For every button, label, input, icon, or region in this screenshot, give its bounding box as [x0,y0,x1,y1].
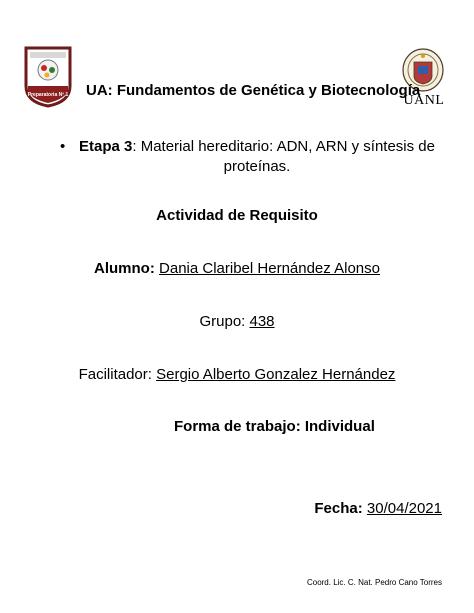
fecha-value: 30/04/2021 [366,500,442,517]
preparatoria-banner-text: Preparatoria Nº 1 [27,92,69,98]
grupo-value: 438 [249,313,275,330]
grupo-line [0,313,474,330]
alumno-line [0,260,474,277]
grupo-label: Grupo: [199,313,250,330]
etapa-text: : Material hereditario: ADN, ARN y síntesis de [132,138,435,155]
etapa-line-2: proteínas. [223,158,291,175]
facilitador-line [0,366,474,383]
preparatoria-logo [22,46,74,108]
activity-title: Actividad de Requisito [156,207,318,224]
facilitador-name: Sergio Alberto Gonzalez Hernández [156,366,396,383]
footer-coordinator: Coord. Lic. C. Nat. Pedro Cano Torres [306,578,442,587]
etapa-label: Etapa 3 [79,138,133,155]
facilitador-label: Facilitador: [78,366,157,383]
uanl-wordmark: UANL [403,93,445,108]
fecha-label: Fecha: [314,500,363,517]
course-title: UA: Fundamentos de Genética y Biotecnología [86,82,421,99]
alumno-label: Alumno: [94,260,155,277]
etapa-line-1 [74,137,440,157]
bullet-icon: • [60,138,66,155]
alumno-name: Dania Claribel Hernández Alonso [159,260,380,277]
fecha-line [314,500,442,517]
work-mode: Forma de trabajo: Individual [174,418,375,435]
